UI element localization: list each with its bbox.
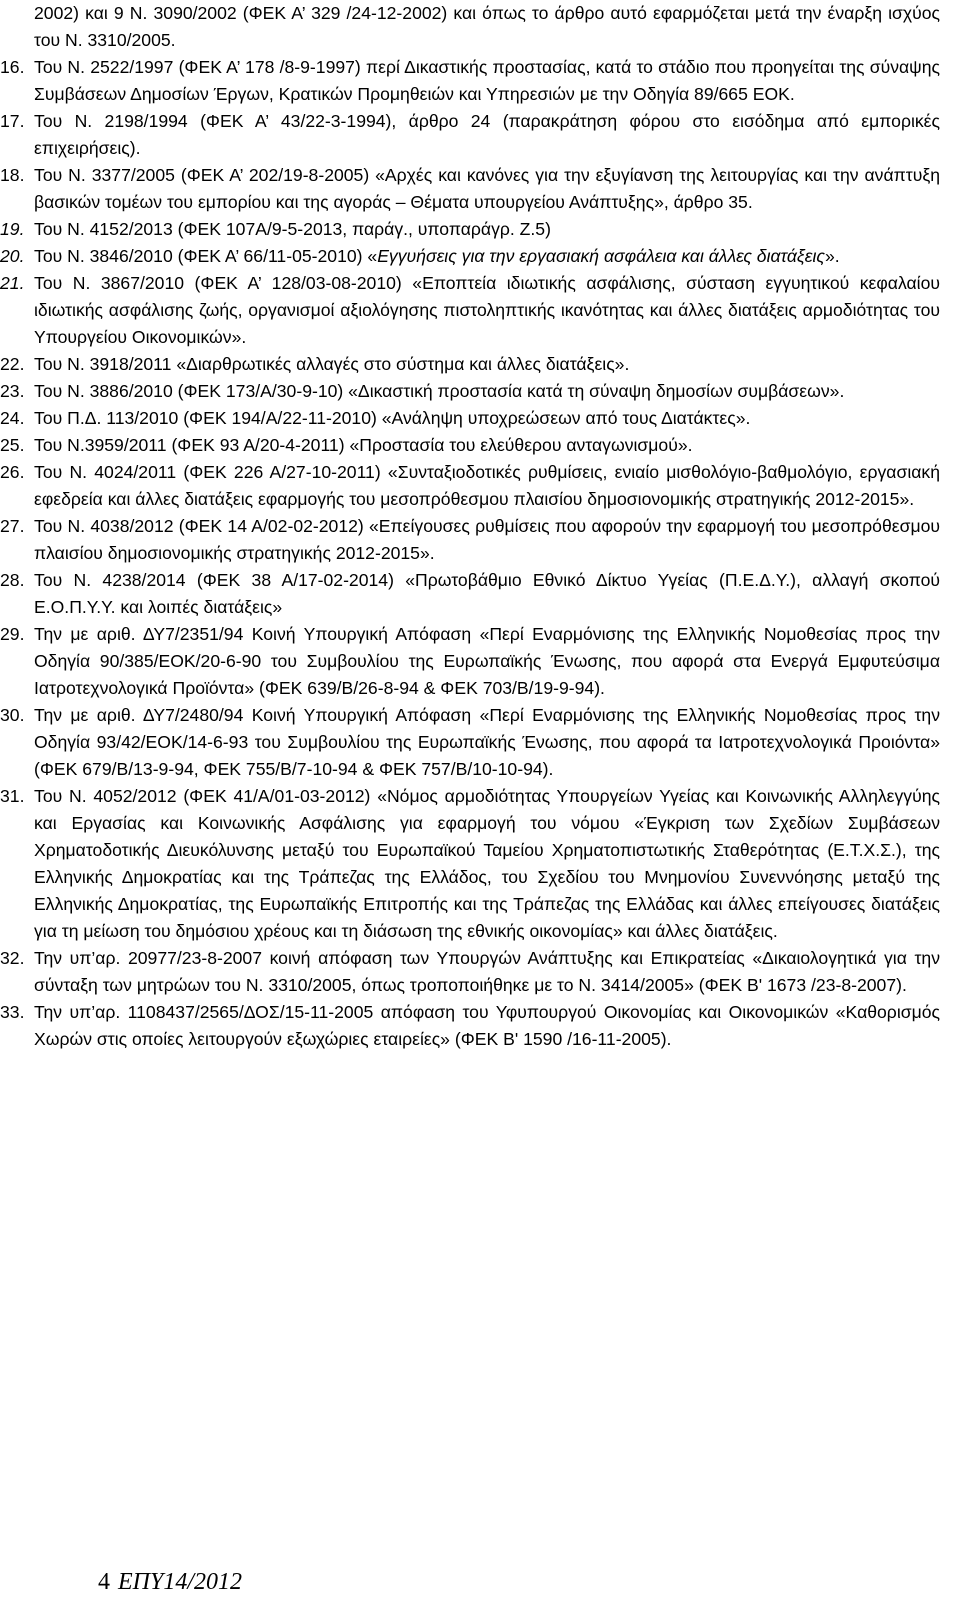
item-number: 21. [0,273,25,293]
list-item [0,405,940,432]
list-item [0,243,940,270]
list-item [0,945,940,999]
item-number: 29. [0,624,25,644]
item-text: Την με αριθ. ΔΥ7/2480/94 Κοινή Υπουργική Απόφαση «Περί Εναρμόνισης της Ελληνικής Νομοθεσίας προς την Οδηγία 93/42/ΕΟΚ/14-6-93 του Συμβουλίου της Ευρωπαϊκής Ένωσης, που αφορά τα Ιατροτεχνολογικά Προιόντα» (ΦΕΚ 679/Β/13-9-94, ΦΕΚ 755/Β/7-10-94 & ΦΕΚ 757/Β/10-10-94). [34,705,940,779]
list-item [0,459,940,513]
item-number: 24. [0,408,25,428]
item-text: Του Ν. 4238/2014 (ΦΕΚ 38 Α/17-02-2014) «Πρωτοβάθμιο Εθνικό Δίκτυο Υγείας (Π.Ε.Δ.Υ.), αλλαγή σκοπού Ε.Ο.Π.Υ.Υ. και λοιπές διατάξεις» [34,570,940,617]
item-text: Του Ν. 3918/2011 «Διαρθρωτικές αλλαγές στο σύστημα και άλλες διατάξεις». [34,354,630,374]
item-text: Του Ν. 3867/2010 (ΦΕΚ Α’ 128/03-08-2010) «Εποπτεία ιδιωτικής ασφάλισης, σύσταση εγγυητικού κεφαλαίου ιδιωτικής ασφάλισης ζωής, οργανισμοί αξιολόγησης πιστοληπτικής ικανότητας και άλλες διατάξεις αρμοδιότητας του Υπουργείου Οικονομικών». [34,273,940,347]
list-item [0,621,940,702]
item-text: Του Ν. 3377/2005 (ΦΕΚ Α’ 202/19-8-2005) «Αρχές και κανόνες για την εξυγίανση της λειτουργίας και την ανάπτυξη βασικών τομέων του εμπορίου και της αγοράς – Θέματα υπουργείου Ανάπτυξης», άρθρο 35. [34,165,940,212]
list-item [0,351,940,378]
item-number: 32. [0,948,25,968]
item-number: 18. [0,165,25,185]
item-text: Του Ν. 2522/1997 (ΦΕΚ Α’ 178 /8-9-1997) περί Δικαστικής προστασίας, κατά το στάδιο που προηγείται της σύναψης Συμβάσεων Δημοσίων Έργων, Κρατικών Προμηθειών και Υπηρεσιών με την Οδηγία 89/665 ΕΟΚ. [34,57,940,104]
list-item [0,783,940,945]
item-number: 27. [0,516,25,536]
item-number: 33. [0,1002,25,1022]
list-item [0,162,940,216]
lead-paragraph: 2002) και 9 Ν. 3090/2002 (ΦΕΚ Α’ 329 /24-12-2002) και όπως το άρθρο αυτό εφαρμόζεται μετά την έναρξη ισχύος του Ν. 3310/2005. [34,3,940,50]
item-text: Την με αριθ. ΔΥ7/2351/94 Κοινή Υπουργική Απόφαση «Περί Εναρμόνισης της Ελληνικής Νομοθεσίας προς την Οδηγία 90/385/ΕΟΚ/20-6-90 του Συμβουλίου της Ευρωπαϊκής Ένωσης, που αφορά στα Ενεργά Εμφυτεύσιμα Ιατροτεχνολογικά Προϊόντα» (ΦΕΚ 639/Β/26-8-94 & ΦΕΚ 703/Β/19-9-94). [34,624,940,698]
list-item [0,432,940,459]
item-number: 17. [0,111,25,131]
item-number: 20. [0,246,25,266]
item-text: Την υπ’αρ. 20977/23-8-2007 κοινή απόφαση των Υπουργών Ανάπτυξης και Επικρατείας «Δικαιολογητικά για την σύνταξη των μητρώων του Ν. 3310/2005, όπως τροποποιήθηκε με το Ν. 3414/2005» (ΦΕΚ Β' 1673 /23-8-2007). [34,948,940,995]
item-number: 28. [0,570,25,590]
item-text: Του Ν. 4024/2011 (ΦΕΚ 226 Α/27-10-2011) «Συνταξιοδοτικές ρυθμίσεις, ενιαίο μισθολόγιο-βαθμολόγιο, εργασιακή εφεδρεία και άλλες διατάξεις εφαρμογής του μεσοπρόθεσμου πλαισίου δημοσιονομικής στρατηγικής 2012-2015». [34,462,940,509]
item-number: 30. [0,705,25,725]
item-text: Του Ν.3959/2011 (ΦΕΚ 93 Α/20-4-2011) «Προστασία του ελεύθερου ανταγωνισμού». [34,435,693,455]
item-text-italic: Εγγυήσεις για την εργασιακή ασφάλεια και άλλες διατάξεις [377,246,825,266]
list-item [0,513,940,567]
list-item [0,54,940,108]
page-number: 4 [98,1569,110,1595]
item-number: 16. [0,57,25,77]
item-text: Του Ν. 3886/2010 (ΦΕΚ 173/Α/30-9-10) «Δικαστική προστασία κατά τη σύναψη δημοσίων συμβάσεων». [34,381,845,401]
list-item [0,567,940,621]
item-text: Του Ν. 4152/2013 (ΦΕΚ 107Α/9-5-2013, παράγ., υποπαράγρ. Ζ.5) [34,219,551,239]
item-text: Του Ν. 4052/2012 (ΦΕΚ 41/Α/01-03-2012) «Νόμος αρμοδιότητας Υπουργείων Υγείας και Κοινωνικής Αλληλεγγύης και Εργασίας και Κοινωνικής Ασφάλισης για εφαρμογή του νόμου «Έγκριση των Σχεδίων Συμβάσεων Χρηματοδοτικής Διευκόλυνσης μεταξύ του Ευρωπαϊκού Ταμείου Χρηματοπιστωτικής Σταθερότητας (Ε.Τ.Χ.Σ.), της Ελληνικής Δημοκρατίας και της Τράπεζας της Ελλάδος, του Σχεδίου του Μνημονίου Συνεννόησης μεταξύ της Ελληνικής Δημοκρατίας, της Ευρωπαϊκής Επιτροπής και της Τράπεζας της Ελλάδας και άλλες επείγουσες διατάξεις για τη μείωση του δημόσιου χρέους και τη διάσωση της εθνικής οικονομίας» και άλλες διατάξεις. [34,786,940,941]
item-text: Του Ν. 3846/2010 (ΦΕΚ Α’ 66/11-05-2010) « [34,246,378,266]
item-number: 19. [0,219,25,239]
item-number: 26. [0,462,25,482]
item-text: Την υπ’αρ. 1108437/2565/ΔΟΣ/15-11-2005 απόφαση του Υφυπουργού Οικονομίας και Οικονομικών «Καθορισμός Χωρών στις οποίες λειτουργούν εξωχώριες εταιρείες» (ΦΕΚ Β' 1590 /16-11-2005). [34,1002,940,1049]
list-item [0,108,940,162]
document-code: ΕΠΥ14/2012 [118,1569,243,1595]
item-text: Του Ν. 2198/1994 (ΦΕΚ Α’ 43/22-3-1994), άρθρο 24 (παρακράτηση φόρου στο εισόδημα από εμπορικές επιχειρήσεις). [34,111,940,158]
item-number: 25. [0,435,25,455]
list-item [0,999,940,1053]
list-item [0,270,940,351]
list-item [0,216,940,243]
list-item [0,702,940,783]
item-text: Του Π.Δ. 113/2010 (ΦΕΚ 194/Α/22-11-2010) «Ανάληψη υποχρεώσεων από τους Διατάκτες». [34,408,751,428]
item-number: 31. [0,786,25,806]
item-text: ». [824,246,840,266]
item-number: 23. [0,381,25,401]
page-footer [98,1568,242,1596]
item-number: 22. [0,354,25,374]
item-text: Του Ν. 4038/2012 (ΦΕΚ 14 Α/02-02-2012) «Επείγουσες ρυθμίσεις που αφορούν την εφαρμογή του μεσοπρόθεσμου πλαισίου δημοσιονομικής στρατηγικής 2012-2015». [34,516,940,563]
list-item [0,378,940,405]
